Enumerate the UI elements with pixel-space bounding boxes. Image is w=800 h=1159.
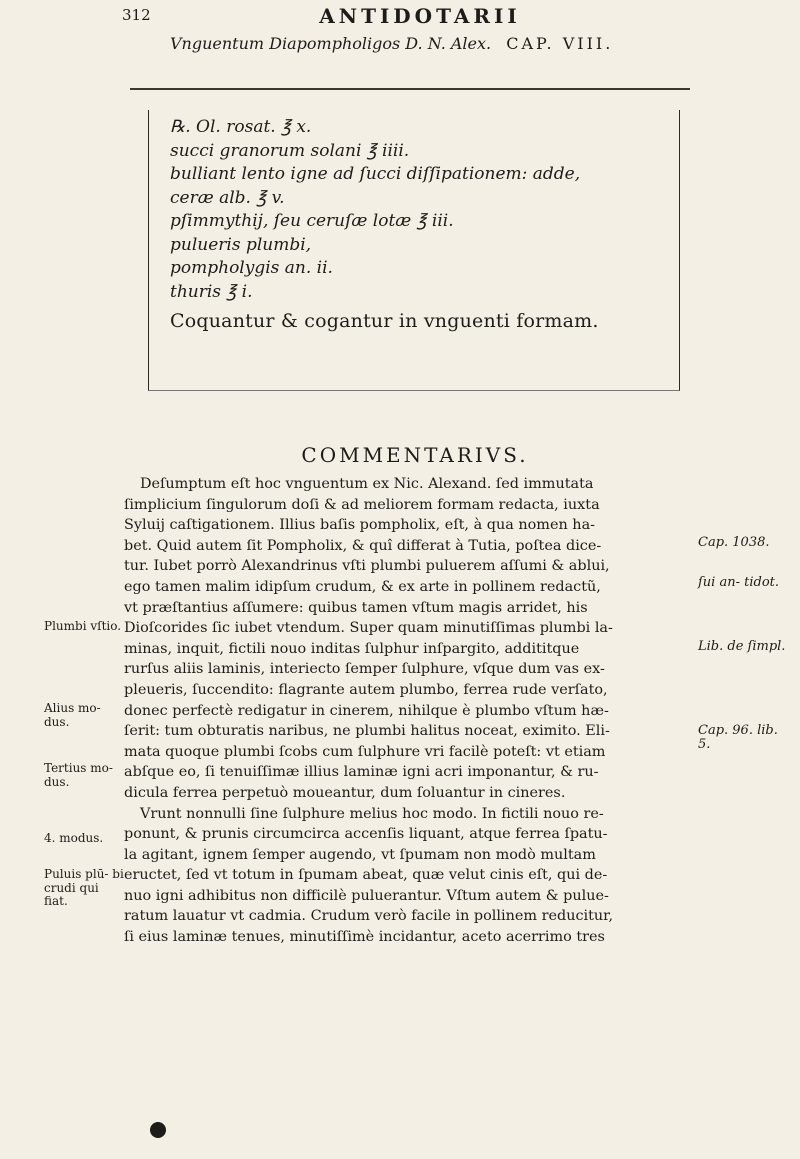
- text-line: minas, inquit, fictili nouo inditas ſulphur inſpargito, addititque: [124, 640, 580, 657]
- text-line: pleueris, ſuccendito: flagrante autem plumbo, ferrea rude verſato,: [124, 681, 608, 698]
- commentary-body: [124, 474, 696, 948]
- text-line: ponunt, & prunis circumcirca accenſis liquant, atque ferrea ſpatu-: [124, 826, 608, 843]
- recipe-text: [170, 116, 680, 334]
- text-line: dicula ferrea perpetuò moueantur, dum ſoluantur in cineres.: [124, 784, 566, 801]
- recipe-line: ceræ alb. ℥ v.: [170, 187, 285, 208]
- text-line: vt præſtantius aſſumere: quibus tamen vſtum magis arridet, his: [124, 599, 588, 616]
- recipe-line: succi granorum solani ℥ iiii.: [170, 140, 410, 161]
- bullet-ornament: [150, 1122, 166, 1138]
- chapter-line: [170, 34, 613, 53]
- recipe-line: bulliant lento igne ad ſucci diſſipationem: adde,: [170, 164, 581, 184]
- chapter-title: Vnguentum Diapompholigos D. N. Alex.: [170, 34, 492, 53]
- text-line: eructet, ſed vt totum in ſpumam abeat, quæ velut cinis eſt, qui de-: [124, 867, 608, 884]
- text-line: abſque eo, ſi tenuiſſimæ illius laminæ igni acri imponantur, & ru-: [124, 764, 599, 781]
- margin-note-quartus-modus: 4. modus.: [44, 831, 104, 845]
- margin-note-tertius-modus: Tertius mo- dus.: [44, 761, 113, 789]
- text-line: donec perfectè redigatur in cinerem, nihilque è plumbo vſtum hæ-: [124, 702, 609, 719]
- page-number: 312: [122, 6, 151, 24]
- text-line: ſerit: tum obturatis naribus, ne plumbi halitus noceat, eximito. Eli-: [124, 723, 610, 740]
- recipe-line: pompholygis an. ii.: [170, 258, 333, 278]
- margin-note-cap-lib: Cap. 96. lib. 5.: [698, 723, 778, 752]
- recipe-line: pſimmythij, ſeu ceruſæ lotæ ℥ iii.: [170, 211, 454, 231]
- header-rule: [130, 88, 690, 90]
- text-line: ratum lauatur vt cadmia. Crudum verò facile in pollinem reducitur,: [124, 908, 614, 925]
- text-line: bet. Quid autem ſit Pompholix, & quî differat à Tutia, poſtea dice-: [124, 537, 602, 554]
- chapter-ref: CAP. VIII.: [506, 34, 614, 53]
- margin-note-pulvis: Puluis plū- bi crudi qui fiat.: [44, 867, 124, 908]
- text-line: ego tamen malim idipſum crudum, & ex arte in pollinem redactũ,: [124, 578, 601, 595]
- margin-note-plumbi: Plumbi vſtio.: [44, 619, 122, 633]
- text-line: mata quoque plumbi ſcobs cum ſulphure vri facilè poteſt: vt etiam: [124, 743, 606, 760]
- text-line: ſi eius laminæ tenues, minutiſſimè incidantur, aceto acerrimo tres: [124, 929, 605, 946]
- text-line: nuo igni adhibitus non difficilè puluerantur. Vſtum autem & pulue-: [124, 887, 609, 904]
- text-line: Syluij caſtigationem. Illius baſis pompholix, eſt, à qua nomen ha-: [124, 517, 596, 534]
- recipe-closing-line: Coquantur & cogantur in vnguenti formam.: [170, 310, 599, 332]
- text-line: Dioſcorides ſic iubet vtendum. Super quam minutiſſimas plumbi la-: [124, 620, 613, 637]
- margin-note-antidot: ſui an- tidot.: [698, 575, 780, 590]
- recipe-line: ℞. Ol. rosat. ℥ x.: [170, 117, 312, 137]
- text-line: la agitant, ignem ſemper augendo, vt ſpumam non modò multam: [124, 846, 596, 863]
- text-line: ſimplicium ſingulorum doſi & ad meliorem formam redacta, iuxta: [124, 496, 600, 513]
- text-line: rurſus aliis laminis, interiecto ſemper ſulphure, vſque dum vas ex-: [124, 661, 605, 678]
- margin-note-lib-simpl: Lib. de ſimpl.: [698, 639, 786, 654]
- commentary-heading: COMMENTARIVS.: [301, 443, 529, 467]
- text-line: Deſumptum eſt hoc vnguentum ex Nic. Alexand. ſed immutata: [140, 476, 594, 492]
- margin-note-alius-modus: Alius mo- dus.: [44, 701, 101, 729]
- recipe-line: pulueris plumbi,: [170, 234, 312, 255]
- text-line: Vrunt nonnulli ſine ſulphure melius hoc modo. In fictili nouo re-: [140, 805, 604, 822]
- text-line: tur. Iubet porrò Alexandrinus vſti plumbi puluerem aſſumi & ablui,: [124, 558, 610, 575]
- running-title: ANTIDOTARII: [319, 4, 521, 28]
- recipe-line: thuris ℥ i.: [170, 281, 253, 302]
- margin-note-cap: Cap. 1038.: [698, 535, 770, 550]
